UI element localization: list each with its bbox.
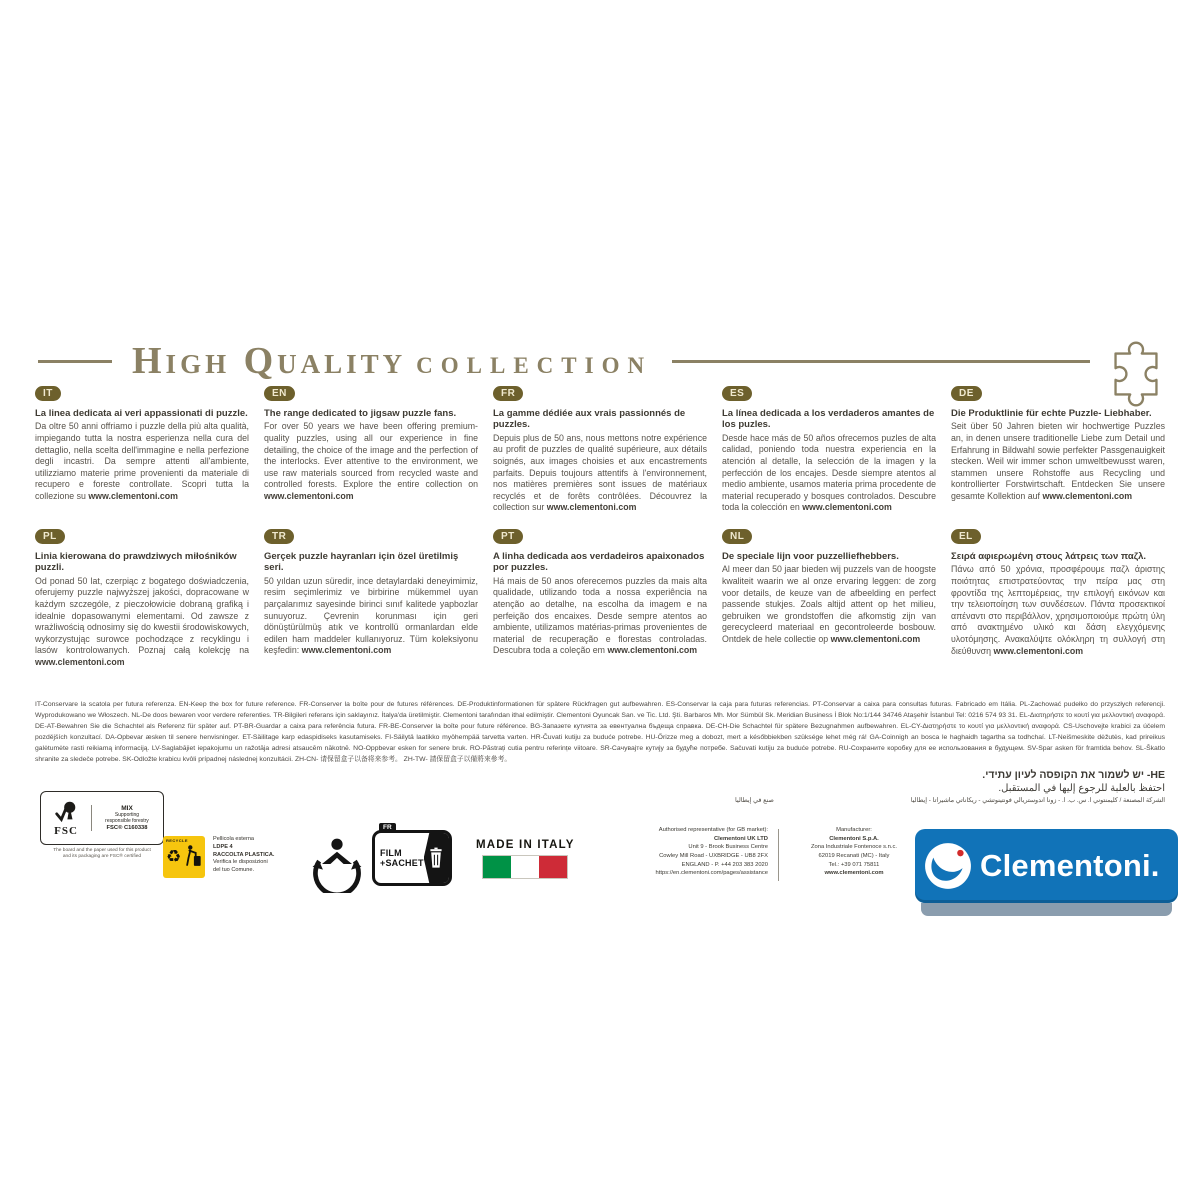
block-link: www.clementoni.com [88,491,178,502]
triman-icon [307,833,367,893]
language-block-nl [722,526,936,669]
plastic-line-1: Pellicola esterna [213,836,255,842]
block-body [951,421,1165,502]
page-title-main: High Quality [132,340,407,382]
film-sachet-body [372,830,452,886]
flag-white-stripe [511,856,539,878]
block-body [264,421,478,502]
block-link: www.clementoni.com [301,645,392,656]
language-block-de [951,383,1165,514]
fsc-license-code: FSC® C160338 [106,825,148,832]
legal-arabic-company-line [735,797,1165,804]
clementoni-wordmark: Clementoni. [980,848,1160,883]
block-link: www.clementoni.com [993,645,1084,656]
language-block-es [722,383,936,514]
manufacturer-line-5: Tel.: +39 071 75811 [828,861,880,868]
fsc-tagline-1: Supporting [114,811,140,818]
plastic-collection-text [213,836,274,875]
block-link: www.clementoni.com [264,491,354,502]
block-body [493,433,707,514]
block-title: De speciale lijn voor puzzelliefhebbers. [722,551,899,563]
block-title: La línea dedicada a los verdaderos amantes de los puzles. [722,408,935,431]
made-in-italy [476,839,575,879]
manufacturer-line-6: www.clementoni.com [824,870,884,877]
fsc-caption-line-2: and its packaging are FSC® certified [62,854,142,860]
address-divider [778,829,779,881]
block-body [35,576,249,669]
block-body-text: Depuis plus de 50 ans, nous mettons notre expérience au profit de puzzles de qualité supérieure, aux détails soignés, aux images choisies et aux encastrements parfaits. Depuis toujours attentifs à l'environnement, nos matières premières sont issues de matériaux recyclés et de forêts contrôlées. Découvrez la collection sur [493,432,707,513]
fsc-mix-label: MIX [121,804,133,812]
language-badge-pt: PT [493,529,523,544]
plastic-recycling-info [163,836,274,878]
gb-rep-line-2: Clementoni UK LTD [714,835,768,842]
recycle-label-title: RECYCLE [166,838,188,843]
block-title: Gerçek puzzle hayranları için özel üretilmiş seri. [264,551,459,574]
italy-flag [482,855,568,879]
flag-red-stripe [539,856,567,878]
fsc-caption-line-1: The board and the paper used for this product [53,848,151,853]
recycle-label-card [163,836,205,878]
flag-green-stripe [483,856,511,878]
fsc-mix-panel [91,805,158,832]
header-rule-right [672,360,1090,363]
legal-arabic-line: احتفظ بالعلبة للرجوع إليها في المستقبل. [998,783,1165,794]
language-badge-es: ES [722,386,752,401]
fsc-caption [40,848,164,860]
block-body-text: For over 50 years we have been offering premium-quality puzzles, using all our experience in fine detailing, the choice of the image and the perfection of the interlocks. Ever attentive to the environment, we use raw materials sourced from recycled waste and controlled forests. Explore the entire collection on [264,421,478,490]
fsc-label-box [40,791,164,845]
block-body-text: Od ponad 50 lat, czerpiąc z bogatego doświadczenia, oferujemy puzzle najwyższej jakości, dopracowane w każdym szczególe, z pieczołowicie dobraną grafiką i idealnie dopasowanymi elementami. Od zawsze z wrażliwością odnosimy się do kwestii środowiskowych, wykorzystując surowce pochodzące z recyklingu i lasów kontrolowanych. Poznaj całą kolekcję na [35,575,249,656]
arabic-manufacturer-text: الشركة المصنعة / كليمنتوني ا. س. ب. ا. - زونا اندوستريالي فونتينوتشي - ريكاناتي ماشيراتا - إيطاليا [910,797,1165,804]
block-title: Die Produktlinie für echte Puzzle- Liebhaber. [951,408,1152,419]
block-link: www.clementoni.com [1042,491,1133,502]
language-block-it [35,383,249,514]
gb-rep-line-3: Unit 9 - Brook Business Centre [688,844,768,851]
made-in-italy-text: MADE IN ITALY [476,839,575,851]
block-body-text: Da oltre 50 anni offriamo i puzzle della più alta qualità, impiegando tutta la nostra esperienza nella cura del dettaglio, nella scelta dell'immagine e nella perfezione degli incastri. Da sempre attenti all'ambiente, utilizziamo materie prime provenienti da materiale di recupero e foreste controllate. Scopri tutta la collezione su [35,421,249,502]
fsc-logo [46,799,86,837]
fsc-wordmark: FSC [54,825,78,837]
fsc-tagline-2: responsible forestry [105,818,149,824]
film-sachet-sorting-label [372,824,452,886]
block-body-text: Desde hace más de 50 años ofrecemos puzles de alta calidad, poniendo toda nuestra experiencia en la atención al detalle, la selección de la imagen y la perfección de los encajes. Desde siempre atentos al medio ambiente, usamos materia prima procedente de material recuperado y bosques controlados. Descubre toda la colección en [722,432,936,513]
language-block-tr [264,526,478,669]
film-sachet-arrow [424,833,449,883]
manufacturer-line-2: Clementoni S.p.A. [829,835,879,842]
header-rule-left [38,360,112,363]
block-body [951,564,1165,657]
block-link: www.clementoni.com [802,502,892,513]
block-title: Σειρά αφιερωμένη στους λάτρεις των παζλ. [951,551,1147,563]
language-badge-pl: PL [35,529,65,544]
fsc-tree-icon [53,799,79,825]
block-body [722,433,936,514]
block-title: La linea dedicata ai veri appassionati di puzzle. [35,408,248,419]
language-block-fr [493,383,707,514]
plastic-line-2: LDPE 4 [213,843,233,850]
fsc-certification [40,791,164,860]
language-blocks-grid [35,383,1165,669]
recycle-icon: ♻ [166,846,182,866]
language-badge-de: DE [951,386,982,401]
arabic-made-in-italy-text: صنع في إيطاليا [735,797,774,804]
film-sachet-line-2: +SACHET [380,858,424,868]
language-block-pt [493,526,707,669]
block-title: The range dedicated to jigsaw puzzle fans. [264,408,457,419]
page-title-sub: COLLECTION [416,353,653,378]
recycle-pictograms [166,844,202,868]
manufacturer-line-1: Manufacturer: [836,827,872,833]
block-title: La gamme dédiée aux vrais passionnés de puzzles. [493,408,686,431]
block-body-text: Há mais de 50 anos oferecemos puzzles da mais alta qualidade, utilizando toda a nossa experiência na atenção ao detalhe, na escolha da imagem e na perfeição dos encaixes. Desde sempre atentos ao ambiente, utilizamos matérias-primas provenientes de material de recuperação e florestas controladas. Descubra toda a coleção em [493,575,707,656]
film-sachet-line-1: FILM [380,847,402,858]
gb-rep-line-1: Authorised representative (for GB market): [658,827,768,833]
language-badge-it: IT [35,386,61,401]
gb-rep-line-6: https://en.clementoni.com/pages/assistance [655,870,768,877]
block-link: www.clementoni.com [35,657,125,668]
plastic-line-3: RACCOLTA PLASTICA. [213,851,275,858]
clementoni-logo [915,829,1178,916]
gb-rep-line-4: Cowley Mill Road - UXBRIDGE - UB8 2FX [659,853,768,860]
clementoni-ball-icon [923,841,973,891]
block-body [493,576,707,657]
manufacturer-line-4: 62019 Recanati (MC) - Italy [818,853,890,860]
clementoni-logo-box [915,829,1178,903]
language-badge-nl: NL [722,529,752,544]
block-title: Linia kierowana do prawdziwych miłośników puzzli. [35,551,237,574]
plastic-line-5: del tuo Comune. [213,867,255,874]
block-link: www.clementoni.com [546,502,637,513]
language-block-en [264,383,478,514]
language-badge-fr: FR [493,386,523,401]
clementoni-logo-base [921,903,1172,916]
legal-hebrew-line: HE- יש לשמור את הקופסה לעיון עתידי. [982,769,1165,781]
gb-rep-line-5: ENGLAND - P. +44 203 383 2020 [681,861,768,868]
manufacturer-line-3: Zona Industriale Fontenoce s.n.c. [810,844,898,851]
language-badge-tr: TR [264,529,294,544]
language-badge-en: EN [264,386,295,401]
film-sachet-country-tab: FR [379,823,396,832]
manufacturer-address [790,826,918,878]
plastic-line-4: Verifica le disposizioni [213,859,268,866]
block-title: A linha dedicada aos verdadeiros apaixonados por puzzles. [493,551,705,574]
language-block-pl [35,526,249,669]
waste-bin-icon [428,847,444,869]
language-badge-el: EL [951,529,981,544]
block-body [264,576,478,657]
block-body [35,421,249,502]
page-title [132,339,652,383]
legal-fine-print: IT-Conservare la scatola per futura referenza. EN-Keep the box for future reference. FR-Conserver la boîte pour de futures références. DE-Produktinformationen für spätere Rückfragen gut aufbewahren. ES-Conservar la caja para futuras referencias. PT-Conservar a caixa para consultas futuras. Fabricado em Itália. PL-Zachować pudełko do przyszłych referencji. Wyprodukowano we Włoszech. NL-De doos bewaren voor verdere referenties. TR-Bilgileri referans için saklayınız. İtalya'da üretilmiştir. Clementoni tarafından ithal edilmiştir. Clementoni Oyuncak San. ve Tic. Ltd. Şti. Barbaros Mh. Mor Sümbül Sk. Meridian Business İ Blok No:1/144 34746 Ataşehir İstanbul Tel: 0216 574 93 31. EL-Διατηρήστε το κουτί για μελλοντική αναφορά. DE-AT-Bewahren Sie die Schachtel als Referenz für später auf. PT-BR-Guardar a caixa para referência futura. FR-BE-Conserver la boîte pour future référence. BG-Запазете кутията за евентуална бъдеща справка. DE-CH-Die Schachtel für spätere Bezugnahmen aufbewahren. EL-CY-Διατηρήστε το κουτί για μελλοντική αναφορά. CS-Uschovejte krabici za účelem pozdějších konzultací. DA-Opbevar æsken til senere henvisninger. ET-Säilitage karp edaspidiseks kasutamiseks. FI-Säilytä laatikko myöhempää tarvetta varten. HR-Čuvati kutiju za buduće potrebe. HU-Őrizze meg a dobozt, mert a későbbiekben szüksége lehet még rá! GA-Coinnigh an bosca le haghaidh tagartha sa todhchaí. LT-Neišmeskite dėžutės, kad prireikus galėtumėte rasti reikiamą informaciją. LV-Saglabājiet iepakojumu un ražotāja adresi atsaucēm nākotnē. NO-Oppbevar esken for senere bruk. RO-Păstrați cutia pentru referințe viitoare. SR-Сачувајте кутију за будуће потребе. Sačuvati kutiju za buduće potrebe. RU-Сохраните коробку для ее использования в будущем. SV-Spar asken för framtida behov. SL-Škatlo shranite za sledeče potrebe. SK-Odložte krabicu kvôli prípadnej následnej konzultácii. ZH-CN- 请保留盒子以备将来参考。 ZH-TW- 請保留盒子以備將來參考。 [35,701,1165,763]
block-link: www.clementoni.com [607,645,698,656]
block-body-text: Seit über 50 Jahren bieten wir hochwertige Puzzles an, in denen unsere traditionelle Liebe zum Detail und Erfahrung in Bildwahl sowie perfekter Passgenauigkeit stecken. Weil wir immer schon umweltbewusst waren, stammen unsere Rohstoffe aus Recycling und kontrollierter Forstwirtschaft. Entdecken Sie unsere gesamte Kollektion auf [951,421,1165,502]
block-body-text: Πάνω από 50 χρόνια, προσφέρουμε παζλ άριστης ποιότητας επιστρατεύοντας την πείρα μας στη φροντίδα της λεπτομέρειας, την επιλογή εικόνων και την τελειοποίηση των συνδέσεων. Πάντα προσεκτικοί απέναντι στο περιβάλλον, χρησιμοποιούμε πρώτη ύλη από ανακτημένο υλικό και δάση ελεγχόμενης υλοτόμησης. Ανακαλύψτε ολόκληρη τη συλλογή στη διεύθυνση [951,564,1165,656]
tidyman-icon [184,844,202,868]
block-link: www.clementoni.com [830,634,921,645]
film-sachet-text [375,833,424,883]
block-body-text: Al meer dan 50 jaar bieden wij puzzels van de hoogste kwaliteit waarin we al onze ervaring leggen: de zorg voor details, de keuze van de afbeelding en perfect passende stukjes. Zoals altijd attent op het milieu, gebruiken we grondstoffen die afkomstig zijn van gerecycleerd materiaal en gecontroleerde bosbouw. Ontdek de hele collectie op [722,564,936,645]
gb-representative-address [596,826,768,878]
language-block-el [951,526,1165,669]
block-body [722,564,936,645]
block-body-text: 50 yıldan uzun süredir, ince detaylardaki deneyimimiz, resim seçimlerimiz ve birbirine mükemmel uyan parçalarımız sayesinde birinci sınıf kalitede yapbozlar sunuyoruz. Çevrenin korunması için geri dönüştürülmüş atık ve kontrollü ormanlardan elde edilen ham maddeler kullanıyoruz. Tüm koleksiyonu keşfedin: [264,575,478,656]
